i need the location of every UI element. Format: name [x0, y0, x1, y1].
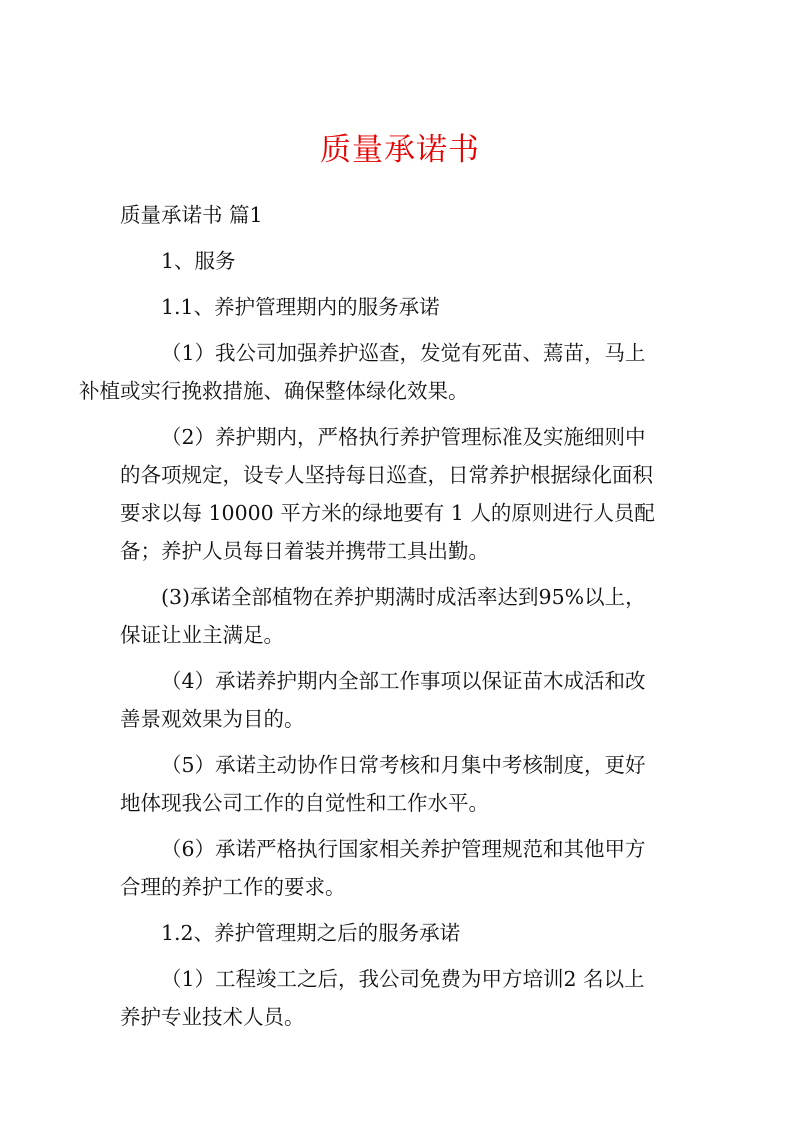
text-line: 要求以每 10000 平方米的绿地要有 1 人的原则进行人员配 [120, 501, 655, 525]
document-body [79, 196, 680, 1044]
paragraph-item-4 [120, 662, 680, 738]
paragraph-item-6 [120, 830, 680, 906]
document-title: 质量承诺书 [320, 132, 480, 168]
text-line: （1）我公司加强养护巡查，发觉有死苗、蔫苗，马上 [161, 341, 646, 365]
text-line: （5）承诺主动协作日常考核和月集中考核制度，更好 [161, 753, 646, 777]
section-heading: 质量承诺书 篇1 [120, 203, 263, 227]
text-line: （1）工程竣工之后，我公司免费为甲方培训2 名以上 [161, 967, 645, 991]
text-line: （2）养护期内，严格执行养护管理标准及实施细则中 [161, 425, 646, 449]
text-line: （4）承诺养护期内全部工作事项以保证苗木成活和改 [161, 669, 646, 693]
paragraph-item-1 [79, 334, 680, 410]
paragraph-item-2 [120, 418, 680, 570]
text-line: 善景观效果为目的。 [120, 707, 305, 731]
text-line: 保证让业主满足。 [120, 623, 284, 647]
text-line: 的各项规定，设专人坚持每日巡查，日常养护根据绿化面积 [120, 463, 653, 487]
text-line: 补植或实行挽救措施、确保整体绿化效果。 [79, 379, 469, 403]
paragraph-item-3 [120, 578, 680, 654]
text-line: (3)承诺全部植物在养护期满时成活率达到95%以上， [161, 585, 646, 609]
paragraph-item-5 [120, 746, 680, 822]
text-line: （6）承诺严格执行国家相关养护管理规范和其他甲方 [161, 837, 646, 861]
text-line: 合理的养护工作的要求。 [120, 875, 346, 899]
text-line: 养护专业技术人员。 [120, 1005, 305, 1029]
paragraph-service-1-2: 1.2、养护管理期之后的服务承诺 [161, 921, 461, 945]
text-line: 地体现我公司工作的自觉性和工作水平。 [120, 791, 489, 815]
paragraph-training [120, 960, 680, 1036]
paragraph-service-1-1: 1.1、养护管理期内的服务承诺 [161, 295, 440, 319]
text-line: 备；养护人员每日着装并携带工具出勤。 [120, 539, 489, 563]
paragraph-service: 1、服务 [161, 249, 236, 273]
